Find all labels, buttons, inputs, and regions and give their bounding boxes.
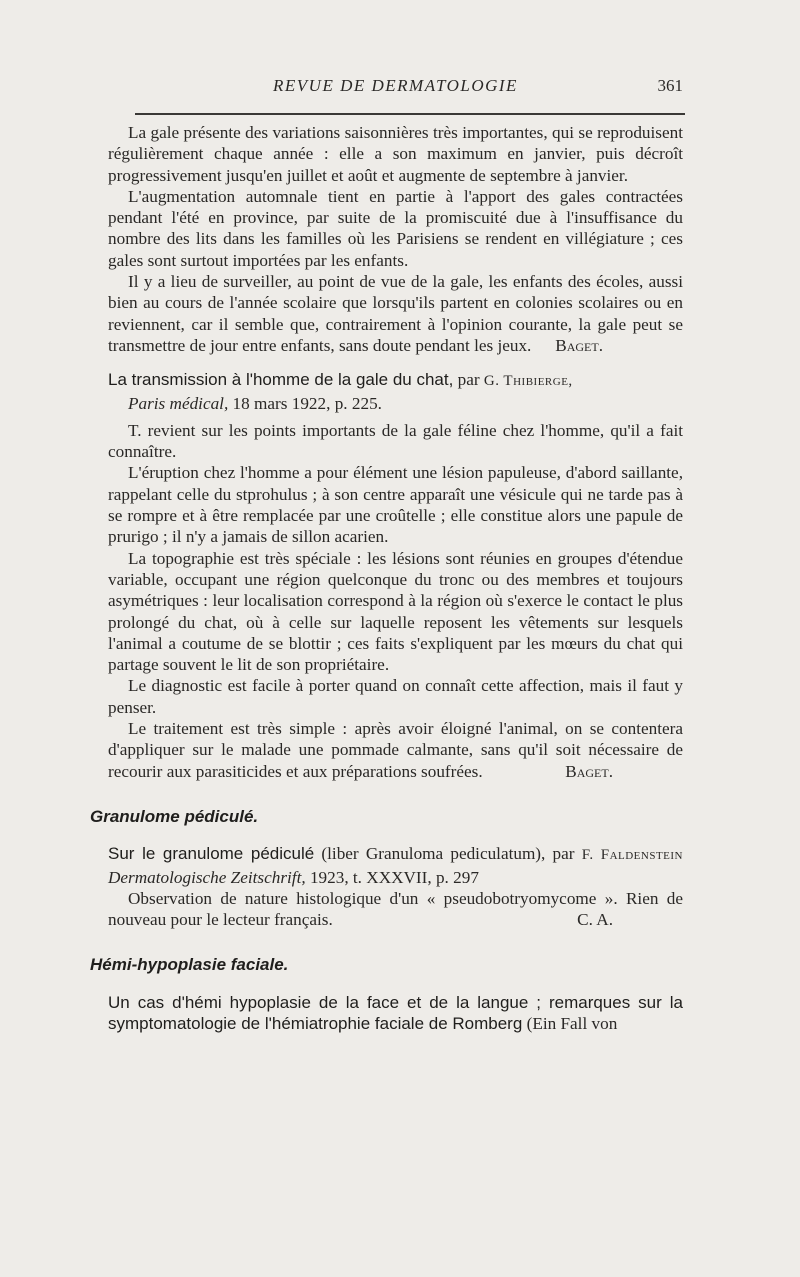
paragraph-text: Observation de nature histologique d'un « pseudobotryomycome ». Rien de nouveau pour le lecteur français. (108, 888, 683, 930)
journal-date: 18 mars 1922, p. 225. (232, 393, 382, 413)
header-rule (135, 113, 685, 115)
journal-name: Paris médical, (128, 393, 229, 413)
section-heading: Granulome pédiculé. (90, 806, 259, 826)
signature: Baget. (565, 761, 613, 781)
article-citation (108, 992, 683, 1035)
paragraph (108, 888, 683, 931)
paragraph: T. revient sur les points importants de la gale féline chez l'homme, qu'il a fait connaître. (108, 420, 683, 462)
page-body (90, 122, 684, 1034)
journal-ref: 1923, t. XXXVII, p. 297 (309, 867, 479, 887)
article-citation (108, 369, 683, 392)
paragraph: La gale présente des variations saisonnières très importantes, qui se reproduisent régulièrement chaque année : elle a son maximum en janvier, puis décroît progressivement jusqu'en juillet et août et augmente de septembre à janvier. (108, 123, 683, 185)
paragraph: La topographie est très spéciale : les lésions sont réunies en groupes d'étendue variable, occupant une région quelconque du tronc ou des membres et toujours asymétriques : leur localisation correspond à la région où s'exerce le contact le plus prolongé du chat, où à celle sur laquelle reposent les vêtements sur lesquels l'animal a coutume de se blottir ; ces faits s'expliquent par les mœurs du chat qui partage souvent le lit de son propriétaire. (108, 548, 683, 675)
article-subtitle: (liber Granuloma pediculatum), par (321, 844, 575, 864)
page-number: 361 (657, 76, 683, 95)
article-author: G. Thibierge, (483, 373, 573, 390)
article-author: F. Faldenstein (581, 847, 684, 864)
section-heading: Hémi-hypoplasie faciale. (90, 955, 289, 975)
paragraph (108, 718, 683, 782)
signature: C. A. (577, 910, 613, 930)
signature: Baget. (555, 335, 603, 355)
running-header (108, 76, 683, 102)
citation-by: par (457, 370, 480, 390)
article-title: Sur le granulome pédiculé (108, 844, 315, 864)
article-title: Un cas d'hémi hypoplasie de la face et de la langue ; remarques sur la symptomatologie de l'hémiatrophie faciale de Romberg (108, 992, 683, 1033)
journal-name: Dermatologische Zeitschrift, (108, 867, 306, 887)
article-source (108, 393, 683, 414)
paragraph: L'éruption chez l'homme a pour élément une lésion papuleuse, d'abord saillante, rappelant celle du stprohulus ; à son centre apparaît une vésicule qui ne tarde pas à se rompre et à être remplacée par une croûtelle ; elle constitue alors une papule de prurigo ; il n'y a jamais de sillon acarien. (108, 463, 683, 547)
paragraph: Le diagnostic est facile à porter quand on connaît cette affection, mais il faut y penser. (108, 676, 683, 717)
article-title-tail: (Ein Fall von (526, 1013, 618, 1033)
running-title: REVUE DE DERMATOLOGIE (273, 76, 518, 95)
paragraph: L'augmentation automnale tient en partie à l'apport des gales contractées pendant l'été en province, par suite de la promiscuité due à l'insuffisance du nombre des lits dans les familles où les Parisiens se rendent en villégiature ; ces gales sont surtout importées par les enfants. (108, 186, 683, 270)
article-title: La transmission à l'homme de la gale du chat, (108, 370, 454, 390)
paragraph (108, 271, 683, 356)
paragraph-text: Le traitement est très simple : après avoir éloigné l'animal, on se contentera d'appliquer sur le malade une pommade calmante, sans qu'il soit nécessaire de recourir aux parasiticides et aux préparations soufrées. (108, 719, 683, 781)
paragraph-text: Il y a lieu de surveiller, au point de vue de la gale, les enfants des écoles, aussi bien au cours de l'année scolaire que lorsqu'ils partent en colonies scolaires ou en reviennent, car il semble que, contrairement à l'opinion courante, la gale peut se transmettre de jour entre enfants, sans doute pendant les jeux. (108, 272, 683, 355)
article-citation (108, 843, 683, 888)
